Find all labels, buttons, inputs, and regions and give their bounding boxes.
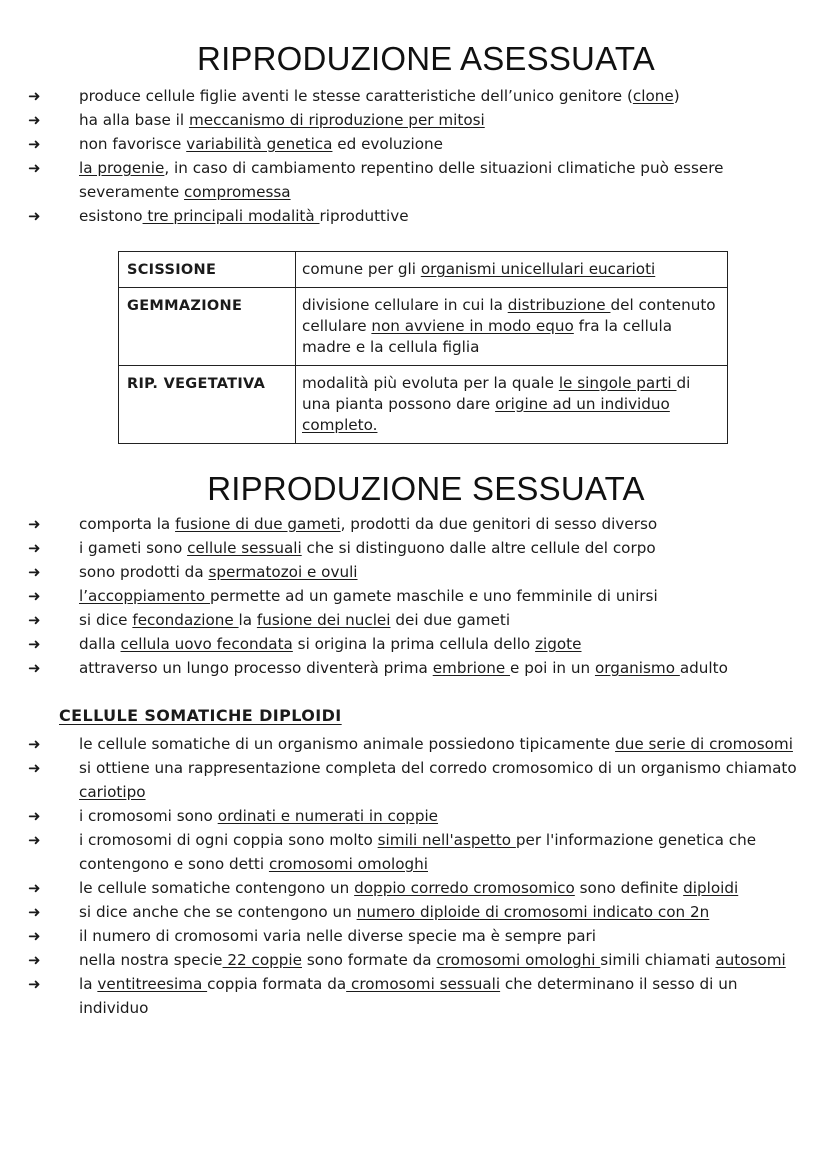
list-item <box>28 972 808 1020</box>
arrow-right-icon: ➜ <box>28 515 41 533</box>
text-segment: le cellule somatiche di un organismo animale possiedono tipicamente <box>79 735 616 753</box>
mode-name: SCISSIONE <box>119 252 296 288</box>
arrow-right-icon: ➜ <box>28 87 41 105</box>
text-segment: non favorisce <box>79 135 187 153</box>
text-segment: ha alla base il <box>79 111 189 129</box>
mode-description <box>296 252 728 288</box>
text-segment: il numero di cromosomi varia nelle diverse specie ma è sempre pari <box>79 927 596 945</box>
arrow-right-icon: ➜ <box>28 759 41 777</box>
text-segment: che determinano il sesso di un individuo <box>79 975 738 1017</box>
underlined-term: spermatozoi e ovuli <box>208 563 358 581</box>
list-item <box>28 924 808 948</box>
list-item <box>28 876 808 900</box>
text-segment: di una pianta possono dare <box>302 374 691 413</box>
underlined-term: le singole parti <box>558 374 677 392</box>
underlined-term: fecondazione <box>132 611 239 629</box>
list-item <box>28 732 808 756</box>
list-item <box>28 132 808 156</box>
text-segment: , prodotti da due genitori di sesso diverso <box>340 515 658 533</box>
underlined-term: cromosomi sessuali <box>346 975 501 993</box>
underlined-term: simili nell'aspetto <box>377 831 516 849</box>
underlined-term: origine ad un individuo completo. <box>302 395 670 434</box>
text-segment: nella nostra specie <box>79 951 223 969</box>
text-segment: produce cellule figlie aventi le stesse caratteristiche dell’unico genitore ( <box>79 87 633 105</box>
underlined-term: ventitreesima <box>97 975 208 993</box>
text-segment: sono definite <box>574 879 684 897</box>
list-item <box>28 632 808 656</box>
text-segment: le cellule somatiche contengono un <box>79 879 355 897</box>
arrow-right-icon: ➜ <box>28 807 41 825</box>
underlined-term: 22 coppie <box>222 951 302 969</box>
list-item <box>28 608 808 632</box>
list-item <box>28 536 808 560</box>
text-segment: divisione cellulare in cui la <box>302 296 508 314</box>
text-segment: si dice anche che se contengono un <box>79 903 357 921</box>
underlined-term: ordinati e numerati in coppie <box>217 807 439 825</box>
underlined-term: non avviene in modo equo <box>371 317 574 335</box>
list-item <box>28 156 808 204</box>
list-item <box>28 84 808 108</box>
list-item <box>28 828 808 876</box>
arrow-right-icon: ➜ <box>28 611 41 629</box>
underlined-term: fusione di due gameti <box>175 515 341 533</box>
underlined-term: distribuzione <box>507 296 611 314</box>
text-segment: dalla <box>79 635 121 653</box>
underlined-term: tre principali modalità <box>142 207 320 225</box>
text-segment: per l'informazione genetica che contengono e sono detti <box>79 831 757 873</box>
arrow-right-icon: ➜ <box>28 135 41 153</box>
text-segment: la <box>79 975 98 993</box>
text-segment: , in caso di cambiamento repentino delle situazioni climatiche può essere severamente <box>79 159 724 201</box>
text-segment: comporta la <box>79 515 176 533</box>
asexual-list <box>28 84 808 228</box>
underlined-term: organismo <box>594 659 680 677</box>
list-item <box>28 512 808 536</box>
arrow-right-icon: ➜ <box>28 927 41 945</box>
underlined-term: cariotipo <box>79 783 146 801</box>
arrow-right-icon: ➜ <box>28 207 41 225</box>
list-item <box>28 756 808 804</box>
underlined-term: l’accoppiamento <box>79 587 210 605</box>
arrow-right-icon: ➜ <box>28 563 41 581</box>
list-item <box>28 204 808 228</box>
arrow-right-icon: ➜ <box>28 951 41 969</box>
text-segment: riproduttive <box>319 207 409 225</box>
arrow-right-icon: ➜ <box>28 831 41 849</box>
somatic-list <box>28 732 808 1020</box>
arrow-right-icon: ➜ <box>28 735 41 753</box>
underlined-term: cromosomi omologhi <box>268 855 428 873</box>
list-item <box>28 656 808 680</box>
text-segment: dei due gameti <box>390 611 511 629</box>
list-item <box>28 900 808 924</box>
underlined-term: embrione <box>432 659 511 677</box>
underlined-term: cellula uovo fecondata <box>120 635 293 653</box>
underlined-term: cromosomi omologhi <box>436 951 601 969</box>
underlined-term: la progenie <box>79 159 165 177</box>
underlined-term: meccanismo di riproduzione per mitosi <box>188 111 485 129</box>
mode-name: GEMMAZIONE <box>119 288 296 366</box>
underlined-term: fusione dei nuclei <box>256 611 391 629</box>
arrow-right-icon: ➜ <box>28 659 41 677</box>
sexual-list <box>28 512 808 680</box>
list-item <box>28 804 808 828</box>
underlined-term: clone <box>632 87 674 105</box>
text-segment: sono prodotti da <box>79 563 209 581</box>
mode-name: RIP. VEGETATIVA <box>119 366 296 444</box>
text-segment: esistono <box>79 207 143 225</box>
text-segment: i cromosomi di ogni coppia sono molto <box>79 831 378 849</box>
underlined-term: diploidi <box>683 879 739 897</box>
arrow-right-icon: ➜ <box>28 635 41 653</box>
text-segment: ) <box>673 87 680 105</box>
arrow-right-icon: ➜ <box>28 159 41 177</box>
text-segment: adulto <box>679 659 728 677</box>
underlined-term: due serie di cromosomi <box>615 735 793 753</box>
list-item <box>28 948 808 972</box>
page-title-asexual: RIPRODUZIONE ASESSUATA <box>197 40 655 77</box>
mode-description <box>296 366 728 444</box>
text-segment: si origina la prima cellula dello <box>292 635 536 653</box>
mode-description <box>296 288 728 366</box>
text-segment: simili chiamati <box>600 951 716 969</box>
table-row <box>119 252 728 288</box>
text-segment: ed evoluzione <box>332 135 444 153</box>
text-segment: e poi in un <box>510 659 595 677</box>
underlined-term: doppio corredo cromosomico <box>354 879 575 897</box>
arrow-right-icon: ➜ <box>28 111 41 129</box>
table-row <box>119 288 728 366</box>
text-segment: comune per gli <box>302 260 421 278</box>
arrow-right-icon: ➜ <box>28 539 41 557</box>
list-item <box>28 560 808 584</box>
arrow-right-icon: ➜ <box>28 975 41 993</box>
arrow-right-icon: ➜ <box>28 587 41 605</box>
text-segment: i cromosomi sono <box>79 807 218 825</box>
list-item <box>28 108 808 132</box>
underlined-term: zigote <box>535 635 582 653</box>
page-title-sexual: RIPRODUZIONE SESSUATA <box>207 470 645 507</box>
underlined-term: numero diploide di cromosomi indicato con 2n <box>356 903 710 921</box>
text-segment: sono formate da <box>302 951 437 969</box>
text-segment: fra la cellula madre e la cellula figlia <box>302 317 673 356</box>
text-segment: la <box>238 611 257 629</box>
underlined-term: autosomi <box>715 951 786 969</box>
table-row <box>119 366 728 444</box>
text-segment: che si distinguono dalle altre cellule del corpo <box>301 539 656 557</box>
underlined-term: variabilità genetica <box>186 135 333 153</box>
underlined-term: cellule sessuali <box>187 539 302 557</box>
text-segment: i gameti sono <box>79 539 188 557</box>
text-segment: permette ad un gamete maschile e uno femminile di unirsi <box>210 587 658 605</box>
text-segment: del contenuto cellulare <box>302 296 716 335</box>
text-segment: si dice <box>79 611 133 629</box>
reproduction-modes-table <box>118 251 728 444</box>
section-heading-somatic: CELLULE SOMATICHE DIPLOIDI <box>59 706 342 725</box>
underlined-term: compromessa <box>184 183 291 201</box>
text-segment: modalità più evoluta per la quale <box>302 374 559 392</box>
text-segment: attraverso un lungo processo diventerà prima <box>79 659 433 677</box>
list-item <box>28 584 808 608</box>
text-segment: coppia formata da <box>207 975 347 993</box>
text-segment: si ottiene una rappresentazione completa del corredo cromosomico di un organismo chiamato <box>79 759 797 777</box>
arrow-right-icon: ➜ <box>28 879 41 897</box>
arrow-right-icon: ➜ <box>28 903 41 921</box>
underlined-term: organismi unicellulari eucarioti <box>420 260 656 278</box>
